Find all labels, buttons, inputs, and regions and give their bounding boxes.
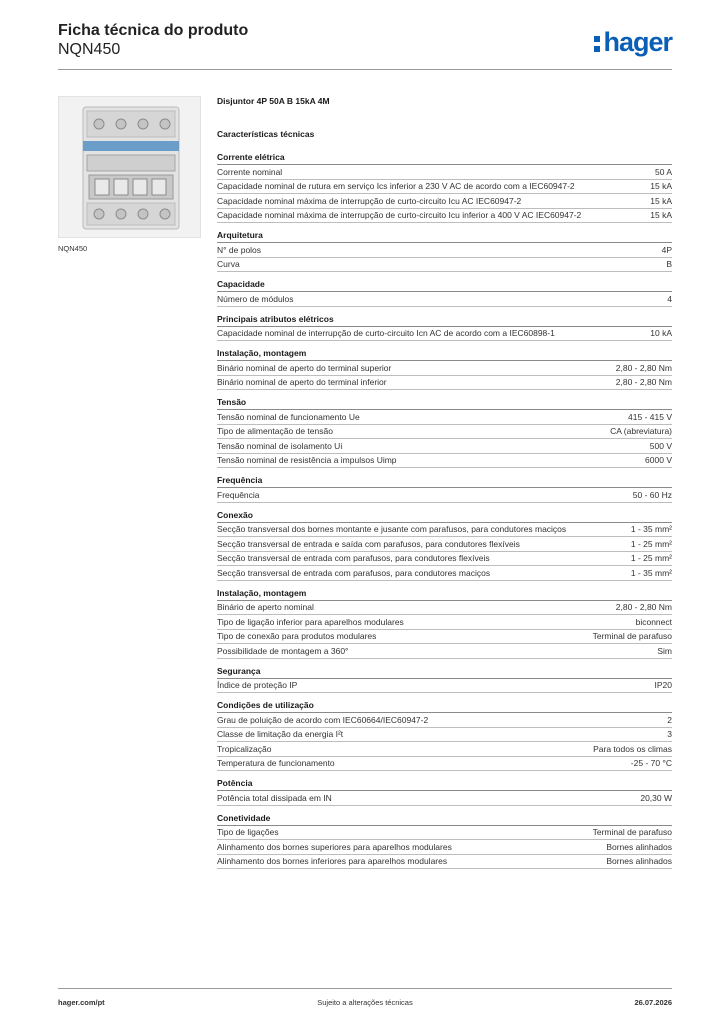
spec-value: 500 V: [649, 440, 672, 451]
spec-label: Frequência: [217, 489, 260, 500]
document-title: Ficha técnica do produto: [58, 22, 249, 39]
spec-label: Grau de poluição de acordo com IEC60664/IEC60947-2: [217, 714, 429, 725]
spec-row: [217, 615, 672, 630]
section-title: Instalação, montagem: [217, 348, 672, 361]
product-name: Disjuntor 4P 50A B 15kA 4M: [217, 96, 330, 106]
spec-row: [217, 165, 672, 180]
spec-value: 4: [667, 293, 672, 304]
spec-label: Potência total dissipada em IN: [217, 792, 332, 803]
spec-value: 50 A: [654, 166, 672, 177]
spec-value: 415 - 415 V: [628, 411, 672, 422]
spec-row: [217, 537, 672, 552]
spec-value: 1 - 25 mm²: [630, 553, 672, 563]
spec-value: -25 - 70 °C: [630, 758, 672, 768]
spec-label: Binário nominal de aperto do terminal superior: [217, 362, 392, 373]
spec-label: Número de módulos: [217, 293, 294, 304]
spec-row: [217, 630, 672, 645]
spec-row: [217, 376, 672, 391]
spec-section: [217, 813, 672, 870]
section-title: Frequência: [217, 475, 672, 488]
spec-row: [217, 523, 672, 538]
logo-colon-icon: [594, 33, 600, 53]
spec-value: 20,30 W: [640, 792, 672, 803]
spec-label: Binário nominal de aperto do terminal inferior: [217, 377, 387, 387]
spec-label: N° de polos: [217, 244, 262, 255]
spec-value: biconnect: [635, 616, 672, 627]
spec-value: B: [666, 259, 672, 269]
spec-value: 4P: [661, 244, 672, 255]
spec-section: [217, 230, 672, 272]
spec-label: Capacidade nominal de interrupção de curto-circuito Icn AC de acordo com a IEC60898-1: [217, 328, 555, 338]
spec-value: 6000 V: [645, 455, 672, 465]
spec-label: Índice de proteção IP: [217, 680, 298, 690]
spec-label: Capacidade nominal de rutura em serviço Ics inferior a 230 V AC de acordo com a IEC60947-2: [217, 181, 575, 191]
spec-label: Tropicalização: [217, 743, 272, 754]
spec-section: [217, 348, 672, 390]
spec-label: Tipo de conexão para produtos modulares: [217, 631, 377, 641]
spec-row: [217, 194, 672, 209]
spec-label: Secção transversal dos bornes montante e jusante com parafusos, para condutores maciços: [217, 524, 567, 534]
section-title: Condições de utilização: [217, 700, 672, 713]
spec-value: Sim: [657, 645, 672, 656]
spec-value: CA (abreviatura): [610, 426, 672, 436]
spec-section: [217, 397, 672, 468]
spec-row: [217, 439, 672, 454]
section-title: Tensão: [217, 397, 672, 410]
spec-value: 2: [667, 714, 672, 725]
spec-row: [217, 209, 672, 224]
spec-section: [217, 475, 672, 503]
spec-section: [217, 588, 672, 659]
spec-row: [217, 855, 672, 870]
footer-note: Sujeito a alterações técnicas: [317, 998, 413, 1007]
spec-label: Secção transversal de entrada com parafusos, para condutores maciços: [217, 567, 491, 578]
spec-section: [217, 152, 672, 223]
spec-row: [217, 791, 672, 806]
spec-row: [217, 488, 672, 503]
spec-label: Tensão nominal de funcionamento Ue: [217, 411, 360, 422]
image-caption: NQN450: [58, 244, 88, 253]
spec-label: Capacidade nominal máxima de interrupção de curto-circuito Icu AC IEC60947-2: [217, 195, 522, 206]
spec-value: 10 kA: [650, 328, 672, 338]
spec-value: 2,80 - 2,80 Nm: [615, 362, 672, 373]
spec-row: [217, 425, 672, 440]
spec-row: [217, 728, 672, 743]
spec-row: [217, 644, 672, 659]
spec-value: Terminal de parafuso: [592, 631, 672, 641]
spec-label: Curva: [217, 259, 240, 269]
spec-section: [217, 279, 672, 307]
spec-row: [217, 601, 672, 616]
spec-label: Alinhamento dos bornes inferiores para aparelhos modulares: [217, 856, 448, 866]
technical-characteristics-heading: Características técnicas: [217, 129, 315, 139]
spec-value: 15 kA: [650, 181, 672, 191]
footer-website: hager.com/pt: [58, 998, 105, 1007]
section-title: Segurança: [217, 666, 672, 679]
spec-content: [217, 96, 672, 876]
spec-value: 15 kA: [650, 195, 672, 206]
spec-label: Secção transversal de entrada com parafusos, para condutores flexíveis: [217, 553, 490, 563]
footer-date: 26.07.2026: [634, 998, 672, 1007]
section-title: Principais atributos elétricos: [217, 314, 672, 327]
section-title: Potência: [217, 778, 672, 791]
spec-row: [217, 258, 672, 273]
spec-row: [217, 410, 672, 425]
spec-value: 1 - 35 mm²: [630, 524, 672, 534]
spec-row: [217, 713, 672, 728]
spec-row: [217, 679, 672, 694]
spec-label: Tipo de alimentação de tensão: [217, 426, 333, 436]
spec-value: Bornes alinhados: [606, 856, 672, 866]
spec-value: Bornes alinhados: [606, 841, 672, 852]
spec-row: [217, 243, 672, 258]
spec-value: 2,80 - 2,80 Nm: [615, 602, 672, 612]
spec-label: Temperatura de funcionamento: [217, 758, 335, 768]
spec-row: [217, 826, 672, 841]
page-header: [58, 22, 672, 70]
spec-value: 3: [667, 729, 672, 739]
spec-label: Classe de limitação da energia I²t: [217, 729, 344, 739]
product-image: [58, 96, 201, 238]
spec-section: [217, 778, 672, 806]
hager-logo: [594, 27, 672, 58]
spec-row: [217, 454, 672, 469]
spec-label: Tensão nominal de resistência a impulsos Uimp: [217, 455, 397, 465]
spec-label: Tipo de ligação inferior para aparelhos modulares: [217, 616, 404, 627]
section-title: Corrente elétrica: [217, 152, 672, 165]
spec-row: [217, 292, 672, 307]
spec-label: Secção transversal de entrada e saída com parafusos, para condutores flexíveis: [217, 538, 520, 549]
spec-row: [217, 361, 672, 376]
spec-label: Corrente nominal: [217, 166, 283, 177]
spec-value: Terminal de parafuso: [592, 827, 672, 837]
spec-row: [217, 327, 672, 342]
spec-label: Possibilidade de montagem a 360°: [217, 645, 349, 656]
spec-value: IP20: [654, 680, 672, 690]
spec-row: [217, 840, 672, 855]
spec-label: Binário de aperto nominal: [217, 602, 314, 612]
section-title: Conexão: [217, 510, 672, 523]
spec-label: Tensão nominal de isolamento Ui: [217, 440, 343, 451]
circuit-breaker-icon: [59, 97, 200, 237]
section-title: Arquitetura: [217, 230, 672, 243]
spec-value: Para todos os climas: [593, 743, 672, 754]
spec-row: [217, 566, 672, 581]
logo-text: hager: [603, 27, 672, 57]
spec-row: [217, 180, 672, 195]
spec-value: 1 - 35 mm²: [630, 567, 672, 578]
spec-section: [217, 666, 672, 694]
section-title: Conetividade: [217, 813, 672, 826]
spec-sections: [217, 152, 672, 869]
spec-section: [217, 314, 672, 342]
spec-value: 15 kA: [650, 210, 672, 220]
spec-row: [217, 552, 672, 567]
section-title: Instalação, montagem: [217, 588, 672, 601]
spec-label: Alinhamento dos bornes superiores para aparelhos modulares: [217, 841, 452, 852]
page-footer: [58, 988, 672, 1008]
spec-value: 50 - 60 Hz: [632, 489, 672, 500]
spec-label: Tipo de ligações: [217, 827, 279, 837]
spec-row: [217, 757, 672, 772]
product-code: NQN450: [58, 41, 121, 58]
spec-value: 2,80 - 2,80 Nm: [615, 377, 672, 387]
spec-label: Capacidade nominal máxima de interrupção de curto-circuito Icu inferior a 400 V AC IEC60947-2: [217, 210, 582, 220]
spec-section: [217, 700, 672, 771]
section-title: Capacidade: [217, 279, 672, 292]
spec-section: [217, 510, 672, 581]
spec-row: [217, 742, 672, 757]
spec-value: 1 - 25 mm²: [630, 538, 672, 549]
